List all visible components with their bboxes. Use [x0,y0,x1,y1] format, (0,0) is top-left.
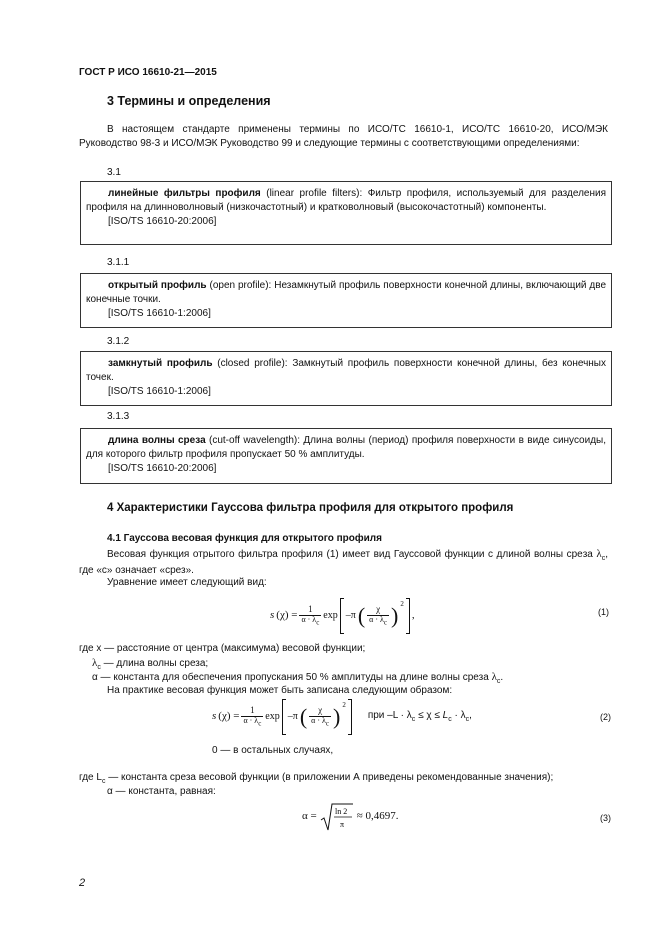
term-reference: [ISO/TS 16610-1:2006] [108,307,211,319]
term-box [80,428,612,484]
term-name: открытый профиль [108,280,207,291]
svg-text:π: π [339,820,344,829]
term-number: 3.1 [107,167,121,178]
equation-1: s (χ) = $\frac{1}{\alpha \cdot \lambda_c}$ exp –π ( $\frac{\chi}{\alpha \cdot \lambda_c}$ ) $^2$ , [270,594,415,638]
where-lambda: $\lambda_c$ — длина волны среза; [92,657,209,671]
section-3-title: 3 Термины и определения [107,94,271,108]
term-definition [86,357,606,385]
subsection-4-1-title: 4.1 Гауссова весовая функция для открытого профиля [107,533,382,544]
where-x: где x — расстояние от центра (максимума) весовой функции; [79,643,366,654]
where-alpha: α — константа для обеспечения пропускания 50 % амплитуды на длине волны среза $\lambda_c$. [92,671,504,685]
svg-text:ln 2: ln 2 [334,807,347,816]
alpha-constant: α — константа, равная: [107,786,216,797]
equation-3-value: ≈ 0,4697. [356,810,399,823]
term-definition [86,434,606,462]
term-text: (open profile): Незамкнутый профиль поверхности конечной длины, включающий две конечные точки. [86,280,607,305]
weight-function-paragraph: Весовая функция отрытого фильтра профиля (1) имеет вид Гауссовой функции с длиной волны срeза $\lambda_c$, где «с» означает «срез». [79,548,608,576]
term-box [80,181,612,245]
practice-paragraph: На практике весовая функция может быть записана следующим образом: [107,685,453,696]
sqrt-sign [320,802,354,832]
lambda-symbol: λ [596,548,602,560]
equation-intro: Уравнение имеет следующий вид: [107,577,267,588]
page-number: 2 [79,877,86,889]
equation-3-number: (3) [600,813,611,823]
standard-header: ГОСТ Р ИСО 16610-21—2015 [79,67,217,78]
term-text: (closed profile): Замкнутый профиль поверхности конечной длины, без конечных точек. [86,358,606,383]
term-number: 3.1.1 [107,257,130,268]
term-box [80,351,612,406]
equation-2-condition: при –L · λ [367,710,412,722]
equation-1-number: (1) [598,607,609,617]
term-text: (cut-off wavelength): Длина волны (период) профиля поверхности в виде синусоиды, для которого фильтр профиля пропускает 50 % амплитуды. [86,435,607,460]
term-number: 3.1.2 [107,336,130,347]
otherwise-case: 0 — в остальных случаях, [212,745,334,756]
section-4-title: 4 Характеристики Гауссова фильтра профиля для открытого профиля [107,502,514,514]
term-name: линейные фильтры профиля [108,188,261,199]
term-reference: [ISO/TS 16610-20:2006] [108,215,217,227]
term-number: 3.1.3 [107,411,130,422]
term-reference: [ISO/TS 16610-20:2006] [108,462,217,474]
term-box [80,273,612,328]
equation-3: α = ln 2 π ≈ 0,4697. [302,799,399,835]
term-reference: [ISO/TS 16610-1:2006] [108,385,211,397]
term-name: замкнутый профиль [108,358,213,369]
equation-2: s (χ) = $\frac{1}{\alpha \cdot \lambda_c}$ exp –π ( $\frac{\chi}{\alpha \cdot \lambda_c}$ ) $^2$ при $-L \cdot \lambda_c \le \chi \le L_c \cdot \lambda_c$, [212,697,472,737]
equation-2-number: (2) [600,712,611,722]
where-L: где $L_c$ — константа среза весовой функции (в приложении А приведены рекомендованные значения); [79,772,554,785]
term-name: длина волны среза [108,435,206,446]
term-definition [86,187,606,215]
section-3-intro: В настоящем стандарте применены термины по ИСО/ТС 16610-1, ИСО/ТС 16610-20, ИСО/МЭК Руководство 98-3 и ИСО/МЭК Руководство 99 и следующие термины с соответствующими определениями: [79,124,608,149]
term-definition [86,279,606,307]
term-text: (linear profile filters): Фильтр профиля, используемый для разделения профиля на длинноволновый (низкочастотный) и кратковолновый (высокочастотный) компоненты. [86,188,606,213]
